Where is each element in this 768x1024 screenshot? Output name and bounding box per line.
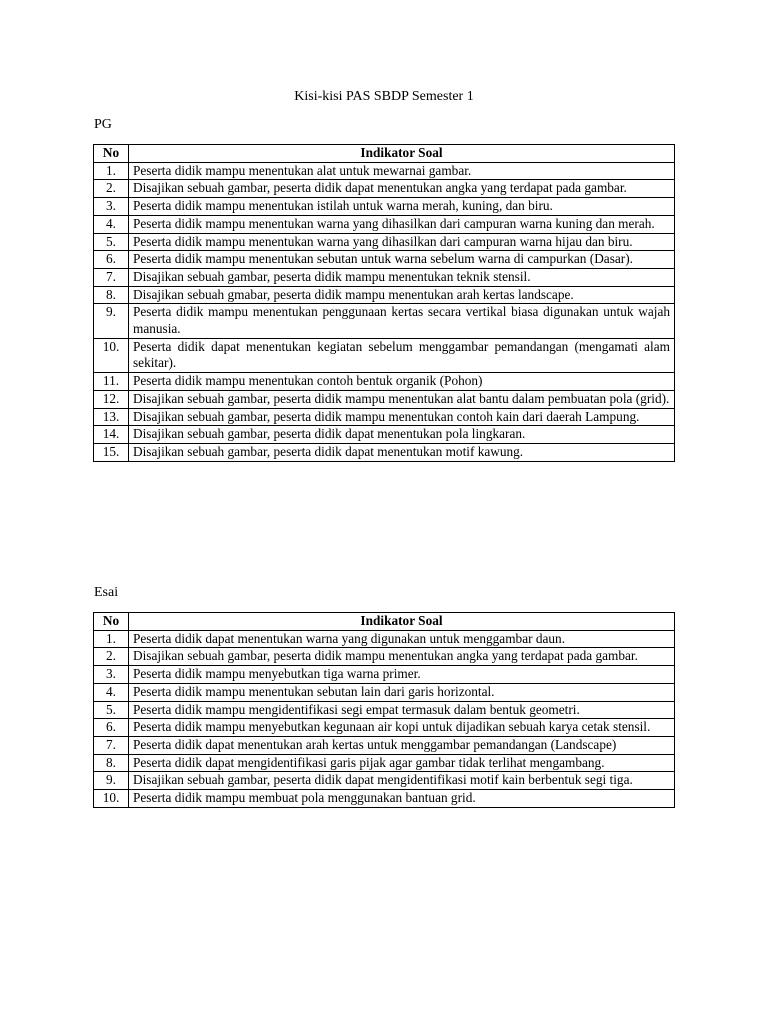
row-indicator-text: Peserta didik mampu menentukan contoh bentuk organik (Pohon)	[129, 373, 675, 391]
row-number: 14.	[94, 426, 129, 444]
table-row	[94, 304, 675, 338]
row-number: 3.	[94, 666, 129, 684]
row-number: 13.	[94, 408, 129, 426]
row-number: 2.	[94, 648, 129, 666]
row-indicator-text: Peserta didik mampu mengidentifikasi segi empat termasuk dalam bentuk geometri.	[129, 701, 675, 719]
row-indicator-text: Peserta didik mampu menentukan warna yang dihasilkan dari campuran warna kuning dan merah.	[129, 215, 675, 233]
table-row	[94, 683, 675, 701]
table-row	[94, 162, 675, 180]
table-header-row	[94, 145, 675, 163]
table-row	[94, 666, 675, 684]
row-indicator-text: Peserta didik mampu menentukan alat untuk mewarnai gambar.	[129, 162, 675, 180]
row-indicator-text: Peserta didik mampu menyebutkan tiga warna primer.	[129, 666, 675, 684]
row-indicator-text: Disajikan sebuah gambar, peserta didik dapat menentukan pola lingkaran.	[129, 426, 675, 444]
row-number: 3.	[94, 198, 129, 216]
row-indicator-text: Peserta didik mampu membuat pola menggunakan bantuan grid.	[129, 790, 675, 808]
table-row	[94, 719, 675, 737]
row-number: 4.	[94, 215, 129, 233]
table-row	[94, 390, 675, 408]
row-number: 10.	[94, 338, 129, 372]
row-number: 7.	[94, 268, 129, 286]
table-row	[94, 233, 675, 251]
row-indicator-text: Disajikan sebuah gambar, peserta didik dapat menentukan motif kawung.	[129, 443, 675, 461]
document-title: Kisi-kisi PAS SBDP Semester 1	[294, 89, 474, 104]
table-row	[94, 198, 675, 216]
row-indicator-text: Disajikan sebuah gambar, peserta didik mampu menentukan teknik stensil.	[129, 268, 675, 286]
table-row	[94, 630, 675, 648]
table-row	[94, 754, 675, 772]
row-number: 1.	[94, 630, 129, 648]
section-label-pg: PG	[94, 117, 112, 132]
table-row	[94, 180, 675, 198]
table-row	[94, 286, 675, 304]
row-indicator-text: Peserta didik dapat menentukan warna yang digunakan untuk menggambar daun.	[129, 630, 675, 648]
row-indicator-text: Peserta didik dapat mengidentifikasi garis pijak agar gambar tidak terlihat mengambang.	[129, 754, 675, 772]
header-no: No	[94, 145, 129, 163]
table-row	[94, 772, 675, 790]
table-header-row	[94, 613, 675, 631]
esai-indicator-table	[93, 612, 675, 808]
row-number: 15.	[94, 443, 129, 461]
row-indicator-text: Peserta didik mampu menentukan warna yang dihasilkan dari campuran warna hijau dan biru.	[129, 233, 675, 251]
row-indicator-text: Disajikan sebuah gambar, peserta didik mampu menentukan angka yang terdapat pada gambar.	[129, 648, 675, 666]
table-row	[94, 648, 675, 666]
row-number: 7.	[94, 736, 129, 754]
table-row	[94, 373, 675, 391]
table-row	[94, 215, 675, 233]
table-row	[94, 443, 675, 461]
row-indicator-text: Peserta didik dapat menentukan arah kertas untuk menggambar pemandangan (Landscape)	[129, 736, 675, 754]
row-indicator-text: Disajikan sebuah gambar, peserta didik mampu menentukan contoh kain dari daerah Lampung.	[129, 408, 675, 426]
table-row	[94, 701, 675, 719]
row-number: 5.	[94, 701, 129, 719]
table-row	[94, 251, 675, 269]
row-number: 10.	[94, 790, 129, 808]
row-number: 1.	[94, 162, 129, 180]
row-indicator-text: Peserta didik mampu menentukan istilah untuk warna merah, kuning, dan biru.	[129, 198, 675, 216]
row-indicator-text: Disajikan sebuah gambar, peserta didik mampu menentukan alat bantu dalam pembuatan pola (grid).	[129, 390, 675, 408]
table-row	[94, 736, 675, 754]
section-label-esai: Esai	[94, 585, 119, 600]
table-row	[94, 426, 675, 444]
row-indicator-text: Disajikan sebuah gmabar, peserta didik mampu menentukan arah kertas landscape.	[129, 286, 675, 304]
row-indicator-text: Peserta didik mampu menentukan sebutan lain dari garis horizontal.	[129, 683, 675, 701]
row-number: 11.	[94, 373, 129, 391]
row-number: 9.	[94, 772, 129, 790]
row-indicator-text: Disajikan sebuah gambar, peserta didik dapat menentukan angka yang terdapat pada gambar.	[129, 180, 675, 198]
row-number: 6.	[94, 251, 129, 269]
pg-indicator-table	[93, 144, 675, 462]
header-no: No	[94, 613, 129, 631]
row-indicator-text: Peserta didik mampu menentukan penggunaan kertas secara vertikal biasa digunakan untuk wajah manusia.	[129, 304, 675, 338]
table-row	[94, 408, 675, 426]
table-row	[94, 268, 675, 286]
row-indicator-text: Disajikan sebuah gambar, peserta didik dapat mengidentifikasi motif kain berbentuk segi tiga.	[129, 772, 675, 790]
header-indikator: Indikator Soal	[129, 145, 675, 163]
row-number: 4.	[94, 683, 129, 701]
row-number: 8.	[94, 754, 129, 772]
row-number: 12.	[94, 390, 129, 408]
row-number: 2.	[94, 180, 129, 198]
row-number: 9.	[94, 304, 129, 338]
table-row	[94, 338, 675, 372]
table-row	[94, 790, 675, 808]
row-number: 8.	[94, 286, 129, 304]
row-indicator-text: Peserta didik mampu menyebutkan kegunaan air kopi untuk dijadikan sebuah karya cetak stensil.	[129, 719, 675, 737]
row-indicator-text: Peserta didik dapat menentukan kegiatan sebelum menggambar pemandangan (mengamati alam sekitar).	[129, 338, 675, 372]
row-number: 6.	[94, 719, 129, 737]
row-indicator-text: Peserta didik mampu menentukan sebutan untuk warna sebelum warna di campurkan (Dasar).	[129, 251, 675, 269]
header-indikator: Indikator Soal	[129, 613, 675, 631]
row-number: 5.	[94, 233, 129, 251]
